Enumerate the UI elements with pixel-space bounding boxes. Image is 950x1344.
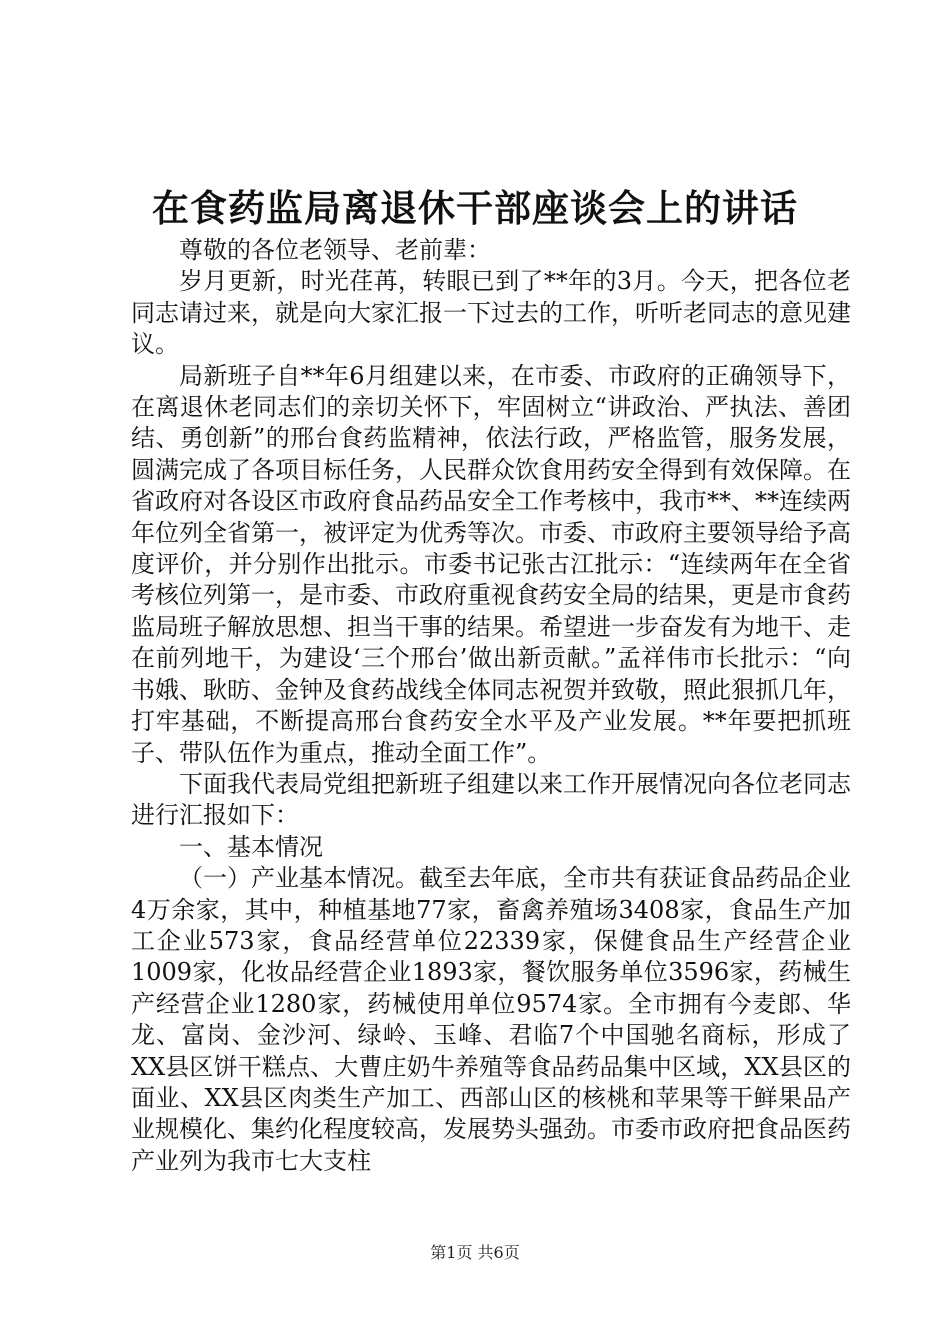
- document-title: 在食药监局离退休干部座谈会上的讲话: [152, 186, 798, 230]
- body-paragraph: 岁月更新，时光荏苒，转眼已到了**年的3月。今天，把各位老同志请过来，就是向大家汇报一下过去的工作，听听老同志的意见建议。: [131, 267, 851, 359]
- section-heading: 一、基本情况: [179, 832, 323, 861]
- body-paragraph: （一）产业基本情况。截至去年底，全市共有获证食品药品企业4万余家，其中，种植基地77家，畜禽养殖场3408家，食品生产加工企业573家，食品经营单位22339家，保健食品生产经营企业1009家，化妆品经营企业1893家，餐饮服务单位3596家，药械生产经营企业1280家，药械使用单位9574家。全市拥有今麦郎、华龙、富岗、金沙河、绿岭、玉峰、君临7个中国驰名商标，形成了XX县区饼干糕点、大曹庄奶牛养殖等食品药品集中区域，XX县区的面业、XX县区肉类生产加工、西部山区的核桃和苹果等干鲜果品产业规模化、集约化程度较高，发展势头强劲。市委市政府把食品医药产业列为我市七大支柱: [131, 864, 851, 1175]
- body-paragraph: 下面我代表局党组把新班子组建以来工作开展情况向各位老同志进行汇报如下：: [131, 769, 851, 830]
- salutation-paragraph: 尊敬的各位老领导、老前辈：: [179, 236, 491, 264]
- page-footer: 第1页 共6页: [430, 1243, 520, 1262]
- body-paragraph: 局新班子自**年6月组建以来，在市委、市政府的正确领导下，在离退休老同志们的亲切关怀下，牢固树立“讲政治、严执法、善团结、勇创新”的邢台食药监精神，依法行政，严格监管，服务发展，圆满完成了各项目标任务，人民群众饮食用药安全得到有效保障。在省政府对各设区市政府食品药品安全工作考核中，我市**、**连续两年位列全省第一，被评定为优秀等次。市委、市政府主要领导给予高度评价，并分别作出批示。市委书记张古江批示：“连续两年在全省考核位列第一，是市委、市政府重视食药安全局的结果，更是市食药监局班子解放思想、担当干事的结果。希望进一步奋发有为地干、走在前列地干，为建设‘三个邢台’做出新贡献。”孟祥伟市长批示：“向书娥、耿昉、金钟及食药战线全体同志祝贺并致敬，照此狠抓几年，打牢基础，不断提高邢台食药安全水平及产业发展。**年要把抓班子、带队伍作为重点，推动全面工作”。: [131, 361, 851, 767]
- document-body: [131, 235, 851, 1177]
